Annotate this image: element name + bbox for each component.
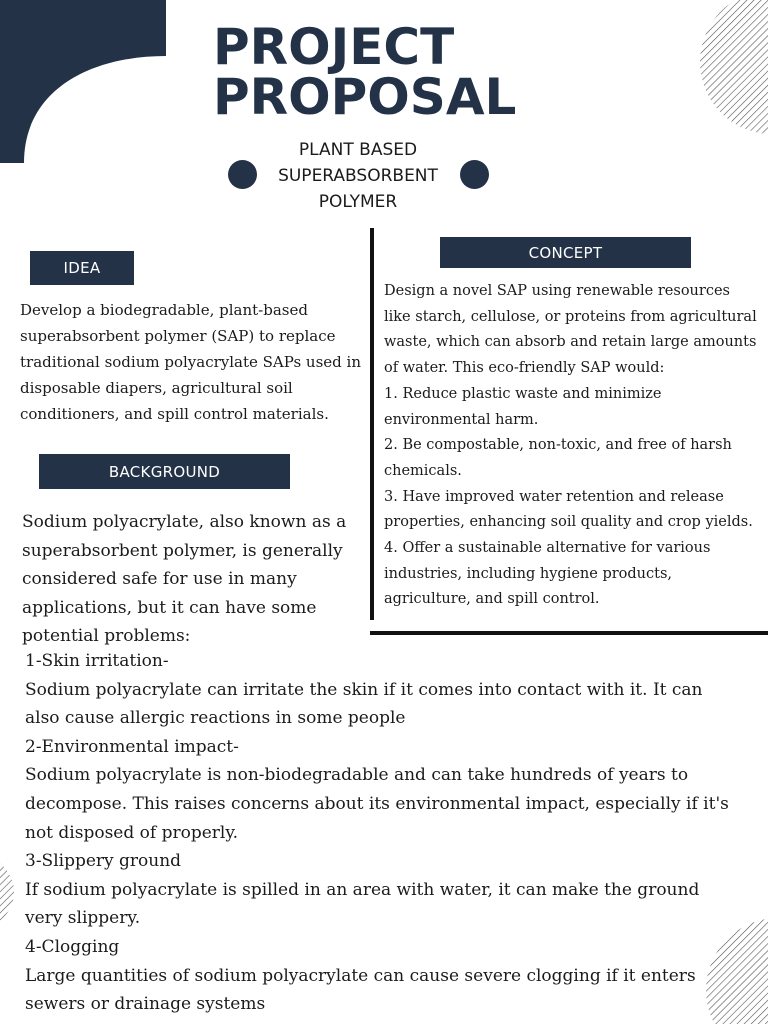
background-problems [25, 647, 765, 1019]
concept-line: agriculture, and spill control. [384, 591, 600, 608]
page-title: PROJECT PROPOSAL [213, 18, 517, 126]
concept-line: industries, including hygiene products, [384, 565, 673, 582]
background-line: If sodium polyacrylate is spilled in an area with water, it can make the ground [25, 879, 700, 900]
concept-line: 4. Offer a sustainable alternative for various [384, 540, 711, 557]
horizontal-divider [370, 631, 768, 635]
hatched-circle-top-right [690, 0, 768, 136]
concept-line: waste, which can absorb and retain large amounts [384, 334, 757, 351]
background-line: sewers or drainage systems [25, 994, 266, 1015]
vertical-divider [370, 228, 374, 620]
background-line: not disposed of properly. [25, 822, 239, 843]
concept-line: 2. Be compostable, non-toxic, and free of harsh [384, 437, 732, 454]
background-line: very slippery. [25, 908, 141, 929]
background-line: 4-Clogging [25, 936, 120, 957]
background-line: Sodium polyacrylate is non-biodegradable and can take hundreds of years to [25, 765, 689, 786]
concept-line: like starch, cellulose, or proteins from agricultural [384, 308, 757, 325]
background-line: 2-Environmental impact- [25, 736, 239, 757]
background-intro: Sodium polyacrylate, also known as a superabsorbent polymer, is generally considered safe for use in many applications, but it can have some potential problems: [22, 512, 347, 646]
subtitle-dot-right [460, 160, 489, 189]
background-line: 3-Slippery ground [25, 851, 182, 872]
background-line: Large quantities of sodium polyacrylate can cause severe clogging if it enters [25, 965, 696, 986]
background-heading: BACKGROUND [39, 454, 290, 489]
concept-line: environmental harm. [384, 411, 539, 428]
concept-line: 3. Have improved water retention and release [384, 488, 724, 505]
page-subtitle: PLANT BASED SUPERABSORBENT POLYMER [278, 140, 438, 212]
concept-line: 1. Reduce plastic waste and minimize [384, 385, 662, 402]
background-line: also cause allergic reactions in some people [25, 708, 406, 729]
background-line: decompose. This raises concerns about its environmental impact, especially if it's [25, 793, 729, 814]
concept-line: of water. This eco-friendly SAP would: [384, 360, 665, 377]
background-line: Sodium polyacrylate can irritate the skin if it comes into contact with it. It can [25, 679, 703, 700]
concept-line: properties, enhancing soil quality and crop yields. [384, 514, 753, 531]
subtitle-dot-left [228, 160, 257, 189]
background-line: 1-Skin irritation- [25, 651, 169, 671]
concept-text [384, 279, 768, 613]
concept-heading: CONCEPT [440, 237, 691, 268]
concept-line: chemicals. [384, 462, 462, 479]
corner-decoration-top-left [0, 0, 166, 163]
idea-text: Develop a biodegradable, plant-based superabsorbent polymer (SAP) to replace traditional sodium polyacrylate SAPs used in disposable diapers, agricultural soil conditioners, and spill control materials. [20, 301, 361, 423]
concept-line: Design a novel SAP using renewable resources [384, 283, 730, 299]
idea-heading: IDEA [30, 251, 134, 285]
hatched-half-circle-left [0, 856, 14, 928]
